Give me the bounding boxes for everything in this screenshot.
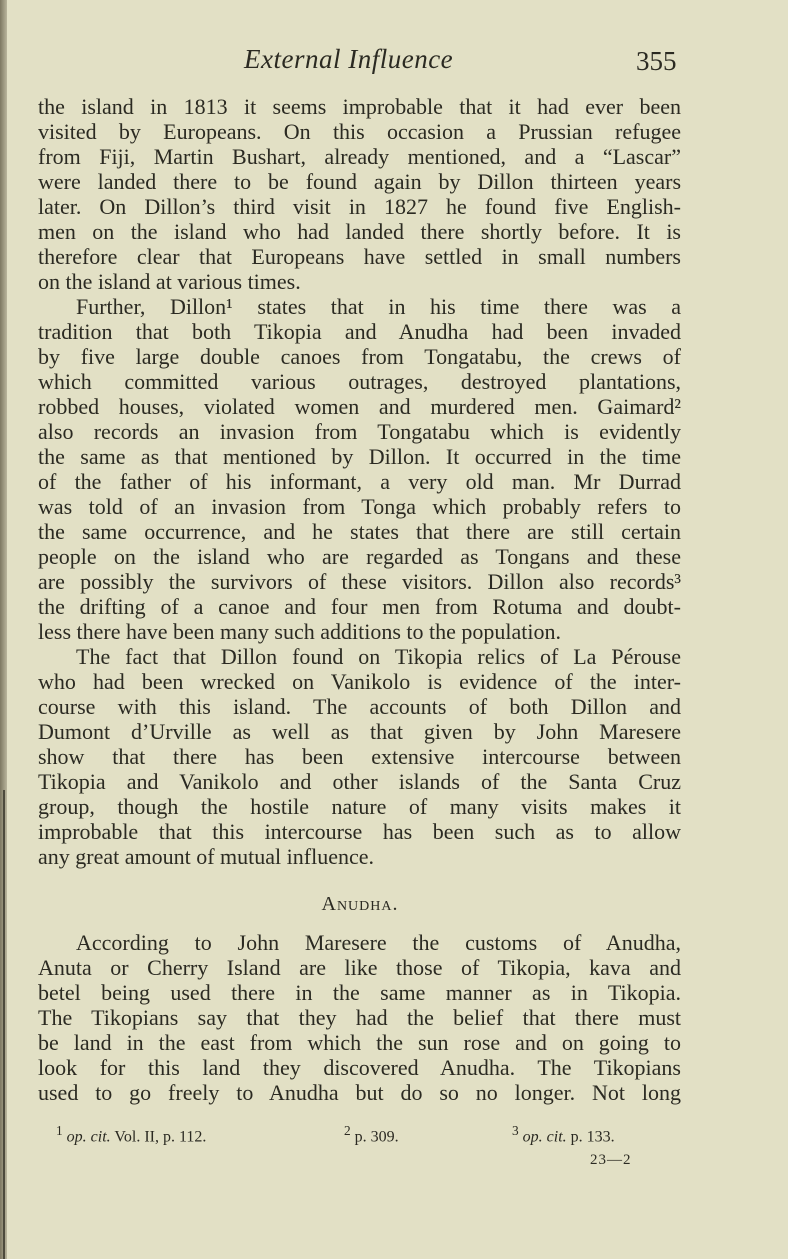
text-line: Tikopia and Vanikolo and other islands of the Santa Cruz	[38, 769, 681, 794]
text-line: course with this island. The accounts of both Dillon and	[38, 694, 681, 719]
text-line: the same occurrence, and he states that there are still certain	[38, 519, 681, 544]
text-line: robbed houses, violated women and murdered men. Gaimard²	[38, 394, 681, 419]
footnote-mark: 1	[56, 1123, 63, 1138]
text-line: men on the island who had landed there shortly before. It is	[38, 219, 681, 244]
text-line: Anuta or Cherry Island are like those of Tikopia, kava and	[38, 955, 681, 980]
footnote-ref: op. cit.	[522, 1128, 567, 1146]
text-line: people on the island who are regarded as Tongans and these	[38, 544, 681, 569]
text-line: look for this land they discovered Anudha. The Tikopians	[38, 1055, 681, 1080]
text-line: Dumont d’Urville as well as that given by John Maresere	[38, 719, 681, 744]
text-line: be land in the east from which the sun rose and on going to	[38, 1030, 681, 1055]
text-line: group, though the hostile nature of many visits makes it	[38, 794, 681, 819]
footnote-3	[512, 1123, 615, 1146]
text-line: from Fiji, Martin Bushart, already mentioned, and a “Lascar”	[38, 144, 681, 169]
text-line: on the island at various times.	[38, 269, 301, 294]
text-line: also records an invasion from Tongatabu which is evidently	[38, 419, 681, 444]
footnote-text: p. 133.	[566, 1128, 615, 1146]
text-line: The fact that Dillon found on Tikopia relics of La Pérouse	[76, 644, 681, 669]
paragraph	[38, 644, 681, 869]
footnote-1	[56, 1123, 206, 1146]
gutter-line	[3, 790, 5, 1259]
running-head	[0, 44, 788, 80]
text-line: betel being used there in the same manner as in Tikopia.	[38, 980, 681, 1005]
text-line: which committed various outrages, destroyed plantations,	[38, 369, 681, 394]
footnote-mark: 2	[344, 1123, 351, 1138]
section-body-text	[38, 930, 681, 1105]
text-line: the island in 1813 it seems improbable that it had ever been	[38, 94, 681, 119]
paragraph	[38, 94, 681, 294]
paragraph	[38, 930, 681, 1105]
text-line: Further, Dillon¹ states that in his time there was a	[76, 294, 681, 319]
text-line: According to John Maresere the customs of Anudha,	[76, 930, 681, 955]
text-line: any great amount of mutual influence.	[38, 844, 374, 869]
footnote-text: p. 309.	[350, 1128, 399, 1146]
text-line: less there have been many such additions to the population.	[38, 619, 561, 644]
text-line: was told of an invasion from Tonga which probably refers to	[38, 494, 681, 519]
text-line: by five large double canoes from Tongatabu, the crews of	[38, 344, 681, 369]
paragraph	[38, 294, 681, 644]
text-line: therefore clear that Europeans have settled in small numbers	[38, 244, 681, 269]
text-line: show that there has been extensive intercourse between	[38, 744, 681, 769]
text-line: improbable that this intercourse has been such as to allow	[38, 819, 681, 844]
section-heading: Anudha.	[321, 893, 399, 915]
footnote-text: Vol. II, p. 112.	[110, 1128, 207, 1146]
text-line: the same as that mentioned by Dillon. It occurred in the time	[38, 444, 681, 469]
text-line: were landed there to be found again by Dillon thirteen years	[38, 169, 681, 194]
running-head-title: External Influence	[244, 44, 454, 74]
footnote-ref: op. cit.	[66, 1128, 111, 1146]
text-line: used to go freely to Anudha but do so no longer. Not long	[38, 1080, 681, 1105]
text-line: the drifting of a canoe and four men from Rotuma and doubt-	[38, 594, 681, 619]
text-line: The Tikopians say that they had the belief that there must	[38, 1005, 681, 1030]
footnote-mark: 3	[512, 1123, 519, 1138]
text-line: are possibly the survivors of these visitors. Dillon also records³	[38, 569, 681, 594]
text-line: later. On Dillon’s third visit in 1827 he found five English-	[38, 194, 681, 219]
printer-signature: 23—2	[590, 1152, 632, 1168]
text-line: visited by Europeans. On this occasion a Prussian refugee	[38, 119, 681, 144]
text-line: of the father of his informant, a very old man. Mr Durrad	[38, 469, 681, 494]
text-line: tradition that both Tikopia and Anudha had been invaded	[38, 319, 681, 344]
page-number: 355	[636, 46, 677, 76]
text-line: who had been wrecked on Vanikolo is evidence of the inter-	[38, 669, 681, 694]
body-text	[38, 94, 681, 869]
footnote-2	[344, 1123, 399, 1146]
